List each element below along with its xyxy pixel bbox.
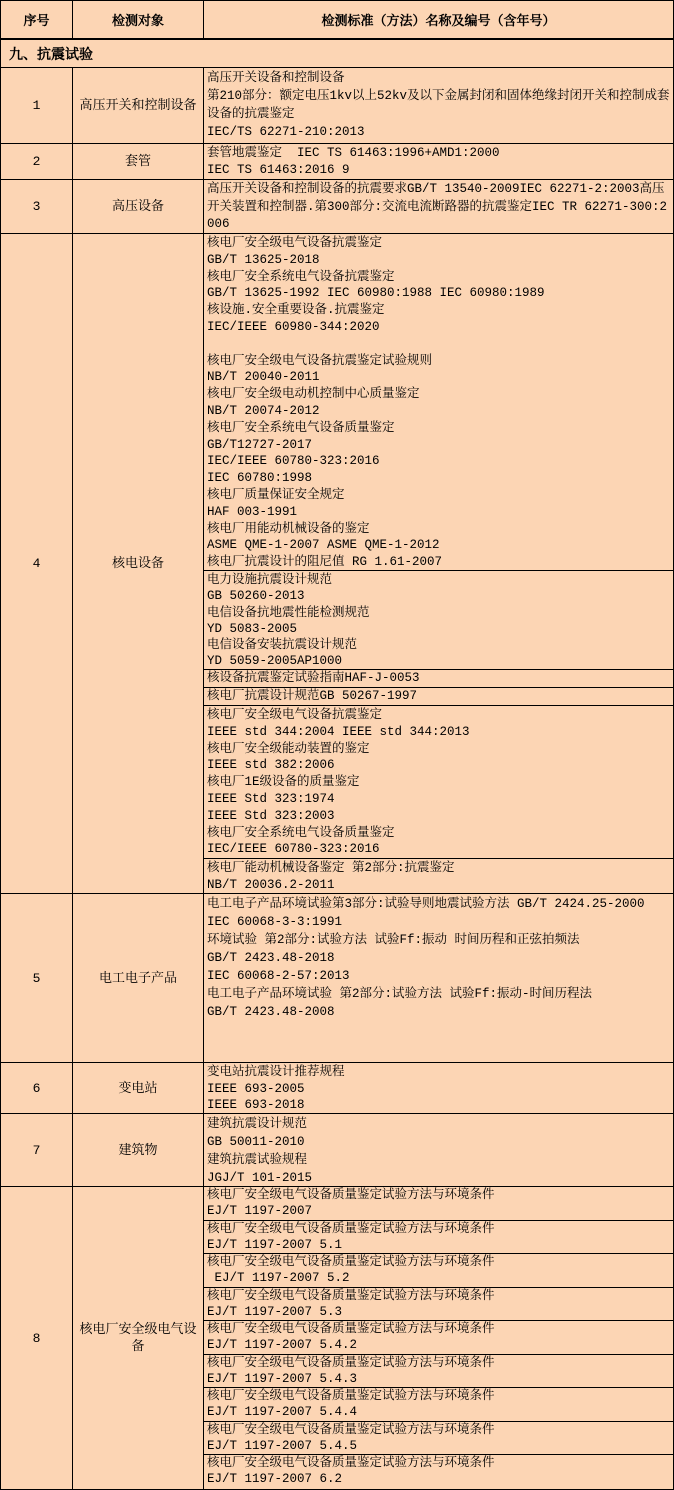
standard-line: 核电厂安全级电气设备抗震鉴定试验规则 [207, 353, 433, 368]
standard-line: EJ/T 1197-2007 5.4.3 [207, 1371, 358, 1386]
standard-subcell [204, 144, 673, 179]
table-row [1, 144, 673, 180]
standard-line: IEC TS 61463:2016 9 [207, 163, 350, 177]
row-number-cell: 4 [1, 234, 73, 893]
standard-line: 高压开关设备和控制设备 [207, 71, 345, 85]
standard-line: 核电厂安全级电气设备质量鉴定试验方法与环境条件 [207, 1289, 495, 1303]
standard-line: 核电厂安全级电气设备质量鉴定试验方法与环境条件 [207, 1456, 495, 1470]
header-cell-target: 检测对象 [73, 1, 204, 38]
standard-line: 核电厂安全级能动装置的鉴定 [207, 741, 370, 756]
standard-line: 核设施.安全重要设备.抗震鉴定 [207, 303, 385, 318]
standard-line: 高压开关设备和控制设备的抗震要求GB/T 13540-2009IEC 62271-2:2003高压开关装置和控制器.第300部分:交流电流断路器的抗震鉴定IEC TR 62271-300:2006 [207, 182, 668, 231]
standard-line: 核电厂安全级电气设备抗震鉴定 [207, 236, 383, 250]
standards-cell [204, 234, 673, 893]
standard-line: IEC/TS 62271-210:2013 [207, 125, 365, 139]
standard-subcell [204, 706, 673, 859]
row-number-cell: 1 [1, 68, 73, 143]
standard-subcell [204, 859, 673, 893]
standard-subcell [204, 1114, 673, 1186]
standard-subcell [204, 1254, 673, 1288]
test-object-cell: 套管 [73, 144, 204, 179]
standards-cell [204, 1063, 673, 1113]
table-row [1, 1187, 673, 1489]
standard-line: IEC 60068-2-57:2013 [207, 969, 350, 983]
standard-line: EJ/T 1197-2007 5.2 [207, 1270, 350, 1285]
standard-subcell [204, 68, 673, 143]
standard-subcell [204, 1388, 673, 1422]
standards-cell [204, 894, 673, 1062]
standard-line: EJ/T 1197-2007 5.4.5 [207, 1438, 358, 1453]
standard-line: IEC 60780:1998 [207, 471, 313, 486]
standards-cell [204, 68, 673, 143]
standard-line: JGJ/T 101-2015 [207, 1171, 313, 1185]
standard-line: IEEE std 344:2004 IEEE std 344:2013 [207, 724, 470, 739]
table-row [1, 234, 673, 894]
test-object-cell: 核电厂安全级电气设备 [73, 1187, 204, 1489]
standard-subcell [204, 1455, 673, 1488]
standard-line: IEEE Std 323:1974 [207, 791, 335, 806]
test-object-cell: 高压开关和控制设备 [73, 68, 204, 143]
standard-line: IEC/IEEE 60980-344:2020 [207, 319, 380, 334]
standard-line: IEEE 693-2005 [207, 1081, 305, 1096]
standard-line: EJ/T 1197-2007 6.2 [207, 1471, 343, 1486]
standard-line: 环境试验 第2部分:试验方法 试验Ff:振动 时间历程和正弦拍频法 [207, 933, 580, 947]
standard-line: 电信设备安装抗震设计规范 [207, 638, 358, 653]
standard-line: IEEE std 382:2006 [207, 758, 335, 773]
standard-line [207, 336, 671, 353]
standard-line: NB/T 20036.2-2011 [207, 877, 335, 892]
standard-subcell [204, 571, 673, 670]
standard-line: 核电厂安全级电气设备质量鉴定试验方法与环境条件 [207, 1423, 495, 1437]
standard-line: YD 5059-2005AP1000 [207, 654, 343, 669]
test-object-cell: 核电设备 [73, 234, 204, 893]
standard-subcell [204, 688, 673, 706]
standard-line: IEC/IEEE 60780-323:2016 [207, 842, 380, 857]
table-header-row [1, 1, 673, 40]
standard-line: 核电厂安全级电气设备质量鉴定试验方法与环境条件 [207, 1322, 495, 1336]
test-object-cell: 变电站 [73, 1063, 204, 1113]
standard-line: 核电厂安全级电气设备抗震鉴定 [207, 708, 383, 722]
test-object-cell: 高压设备 [73, 180, 204, 233]
standard-line: 核电厂安全级电气设备质量鉴定试验方法与环境条件 [207, 1222, 495, 1236]
standard-line: HAF 003-1991 [207, 504, 298, 519]
row-number-cell: 6 [1, 1063, 73, 1113]
standard-line: ASME QME-1-2007 ASME QME-1-2012 [207, 538, 440, 553]
standard-line: IEC/IEEE 60780-323:2016 [207, 454, 380, 469]
standard-line: YD 5083-2005 [207, 621, 298, 636]
standard-line: 核电厂安全级电气设备质量鉴定试验方法与环境条件 [207, 1188, 495, 1202]
standard-line: 核设备抗震鉴定试验指南HAF-J-0053 [207, 671, 420, 685]
standard-line: 电工电子产品环境试验 第2部分:试验方法 试验Ff:振动-时间历程法 [207, 987, 593, 1001]
standard-line: IEC 60068-3-3:1991 [207, 915, 343, 929]
standard-line: 电工电子产品环境试验第3部分:试验导则地震试验方法 GB/T 2424.25-2000 [207, 897, 645, 911]
standard-subcell [204, 1187, 673, 1221]
standard-subcell [204, 180, 673, 233]
standards-cell [204, 180, 673, 233]
standard-line: 套管地震鉴定 IEC TS 61463:1996+AMD1:2000 [207, 146, 500, 160]
standard-subcell [204, 670, 673, 688]
standard-line: GB/T 13625-2018 [207, 252, 320, 267]
standard-subcell [204, 1221, 673, 1254]
table-row [1, 1063, 673, 1114]
standard-line: 核电厂用能动机械设备的鉴定 [207, 521, 370, 536]
standard-line: 核电厂安全级电气设备质量鉴定试验方法与环境条件 [207, 1356, 495, 1370]
standard-line: 核电厂安全系统电气设备质量鉴定 [207, 825, 395, 840]
row-number-cell: 8 [1, 1187, 73, 1489]
table-row [1, 68, 673, 144]
standard-subcell [204, 1321, 673, 1355]
standard-line: 核电厂抗震设计的阻尼值 RG 1.61-2007 [207, 555, 443, 570]
test-object-cell: 建筑物 [73, 1114, 204, 1186]
standard-line: GB/T 2423.48-2018 [207, 951, 335, 965]
standard-line: 核电厂质量保证安全规定 [207, 487, 345, 502]
standard-line: 核电厂安全级电气设备质量鉴定试验方法与环境条件 [207, 1389, 495, 1403]
standard-line: 核电厂安全系统电气设备抗震鉴定 [207, 269, 395, 284]
standard-line: 核电厂能动机械设备鉴定 第2部分:抗震鉴定 [207, 861, 455, 875]
standard-line: GB/T 2423.48-2008 [207, 1005, 335, 1019]
row-number-cell: 2 [1, 144, 73, 179]
standard-line: 核电厂1E级设备的质量鉴定 [207, 775, 360, 790]
row-number-cell: 5 [1, 894, 73, 1062]
standard-subcell [204, 894, 673, 1062]
header-cell-no: 序号 [1, 1, 73, 38]
standard-line: EJ/T 1197-2007 5.4.2 [207, 1337, 358, 1352]
table-body [1, 68, 673, 1489]
standard-line: 核电厂抗震设计规范GB 50267-1997 [207, 689, 418, 703]
standard-subcell [204, 1288, 673, 1321]
section-title: 九、抗震试验 [1, 40, 673, 68]
table-row [1, 1114, 673, 1187]
standards-cell [204, 1187, 673, 1489]
standard-line: EJ/T 1197-2007 [207, 1203, 313, 1218]
standard-line: 变电站抗震设计推荐规程 [207, 1065, 345, 1079]
standard-line: 核电厂安全级电动机控制中心质量鉴定 [207, 387, 420, 402]
table-row [1, 894, 673, 1063]
row-number-cell: 3 [1, 180, 73, 233]
standard-line: 建筑抗震设计规范 [207, 1117, 308, 1131]
standard-line: 核电厂安全级电气设备质量鉴定试验方法与环境条件 [207, 1255, 495, 1269]
standards-cell [204, 144, 673, 179]
standard-line: IEEE 693-2018 [207, 1098, 305, 1112]
standard-subcell [204, 234, 673, 571]
standard-line: NB/T 20040-2011 [207, 370, 320, 385]
standard-line: EJ/T 1197-2007 5.1 [207, 1237, 343, 1252]
standard-line: NB/T 20074-2012 [207, 403, 320, 418]
header-cell-standard: 检测标准（方法）名称及编号（含年号） [321, 14, 556, 29]
standard-line: IEEE Std 323:2003 [207, 808, 335, 823]
standard-subcell [204, 1355, 673, 1388]
standard-subcell [204, 1063, 673, 1113]
standard-line: 电力设施抗震设计规范 [207, 573, 333, 587]
standard-subcell [204, 1422, 673, 1455]
standard-line: 建筑抗震试验规程 [207, 1153, 308, 1167]
standards-cell [204, 1114, 673, 1186]
row-number-cell: 7 [1, 1114, 73, 1186]
standard-line: GB 50260-2013 [207, 589, 305, 604]
standard-line: 第210部分：额定电压1kv以上52kv及以下金属封闭和固体绝缘封闭开关和控制成套设备的抗震鉴定 [207, 89, 670, 121]
standard-line: EJ/T 1197-2007 5.3 [207, 1304, 343, 1319]
standard-line: 核电厂安全系统电气设备质量鉴定 [207, 420, 395, 435]
standard-line: GB 50011-2010 [207, 1135, 305, 1149]
table-row [1, 180, 673, 234]
standard-line: GB/T 13625-1992 IEC 60980:1988 IEC 60980:1989 [207, 286, 545, 301]
standard-line: 电信设备抗地震性能检测规范 [207, 605, 370, 620]
standard-line: EJ/T 1197-2007 5.4.4 [207, 1404, 358, 1419]
test-object-cell: 电工电子产品 [73, 894, 204, 1062]
standard-line: GB/T12727-2017 [207, 437, 313, 452]
